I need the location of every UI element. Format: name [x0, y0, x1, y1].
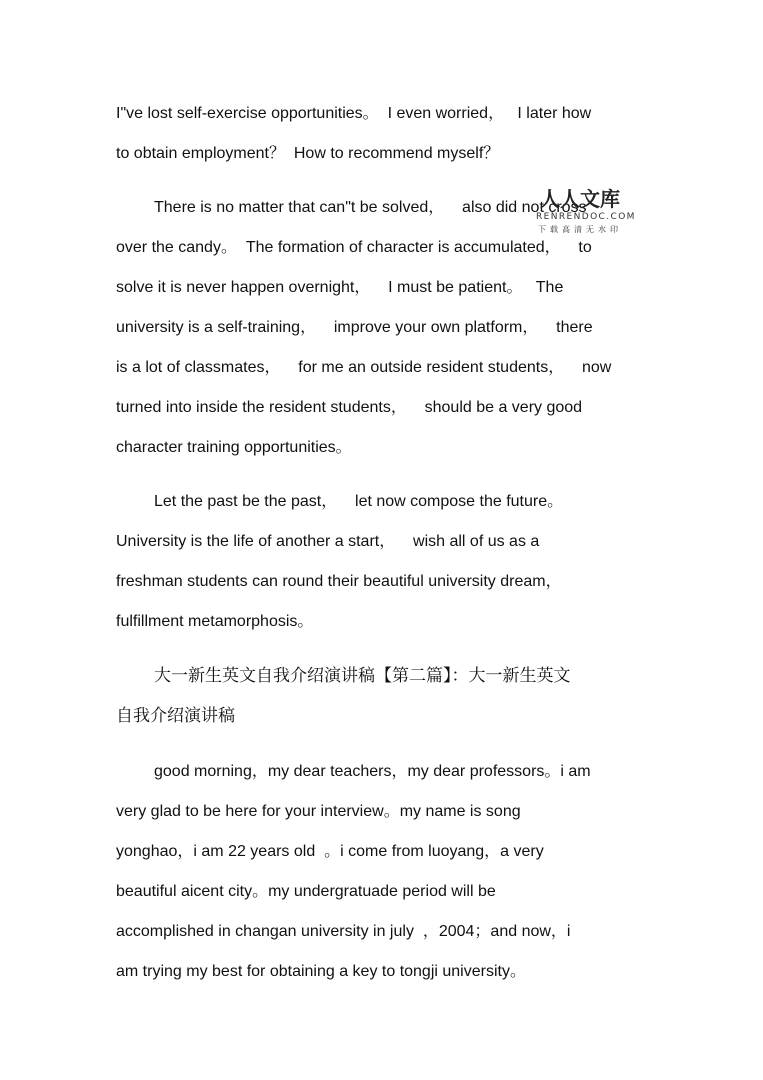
- text-line: over the candy。 The formation of character is accumulated， to: [116, 239, 592, 256]
- text-line: yonghao，i am 22 years old 。i come from luoyang，a very: [116, 843, 544, 860]
- section-heading: 大一新生英文自我介绍演讲稿【第二篇】：大一新生英文: [154, 666, 571, 686]
- text-line: beautiful aicent city。my undergratuade period will be: [116, 883, 496, 900]
- text-line: turned into inside the resident students， should be a very good: [116, 399, 583, 416]
- paragraph-first-line: good morning，my dear teachers，my dear professors。i am: [154, 763, 591, 780]
- text-line: solve it is never happen overnight， I must be patient。 The: [116, 279, 564, 296]
- paragraph-first-line: There is no matter that can"t be solved， also did not cross: [154, 199, 587, 216]
- paragraph-first-line: Let the past be the past， let now compose the future。: [154, 493, 564, 510]
- text-line: character training opportunities。: [116, 439, 352, 456]
- text-line: accomplished in changan university in july ，2004；and now，i: [116, 923, 571, 940]
- watermark-logo: 人人文库: [540, 187, 620, 211]
- text-line: university is a self-training， improve your own platform， there: [116, 319, 593, 336]
- watermark-url: RENRENDOC.COM: [536, 212, 636, 222]
- text-line: is a lot of classmates， for me an outside resident students， now: [116, 359, 612, 376]
- text-line: I"ve lost self-exercise opportunities。 I even worried， I later how: [116, 105, 592, 122]
- text-line: freshman students can round their beautiful university dream，: [116, 573, 562, 590]
- text-line: am trying my best for obtaining a key to tongji university。: [116, 963, 526, 980]
- text-line: very glad to be here for your interview。my name is song: [116, 803, 521, 820]
- text-line: University is the life of another a start， wish all of us as a: [116, 533, 540, 550]
- text-line: to obtain employment？ How to recommend myself？: [116, 145, 500, 162]
- watermark: [536, 188, 646, 240]
- section-heading-continued: 自我介绍演讲稿: [116, 706, 235, 726]
- watermark-subtitle: 下载高清无水印: [538, 225, 622, 234]
- text-line: fulfillment metamorphosis。: [116, 613, 314, 630]
